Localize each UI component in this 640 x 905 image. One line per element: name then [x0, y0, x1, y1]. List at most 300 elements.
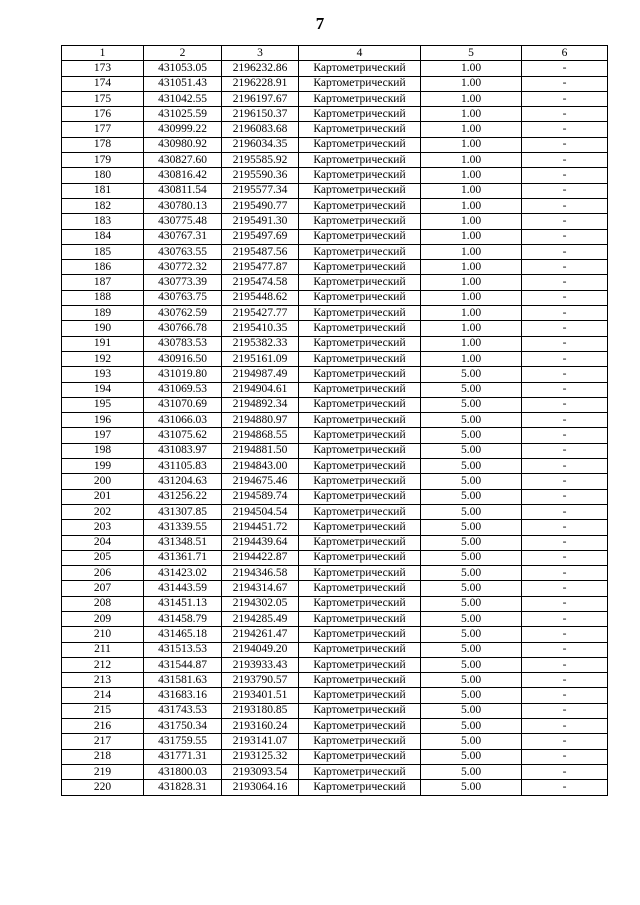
cell-accuracy: 5.00: [421, 428, 522, 443]
cell-point-number: 195: [62, 397, 144, 412]
cell-note: -: [522, 596, 608, 611]
table-row: [62, 504, 608, 519]
cell-coordinate-x: 431105.83: [144, 459, 222, 474]
cell-coordinate-x: 431743.53: [144, 703, 222, 718]
cell-note: -: [522, 413, 608, 428]
cell-note: -: [522, 428, 608, 443]
cell-coordinate-y: 2195410.35: [222, 321, 299, 336]
table-row: [62, 489, 608, 504]
cell-coordinate-x: 430766.78: [144, 321, 222, 336]
cell-note: -: [522, 459, 608, 474]
cell-coordinate-x: 430762.59: [144, 306, 222, 321]
table-row: [62, 168, 608, 183]
cell-point-number: 174: [62, 76, 144, 91]
cell-method: Картометрический: [299, 596, 421, 611]
cell-accuracy: 5.00: [421, 642, 522, 657]
cell-note: -: [522, 137, 608, 152]
cell-note: -: [522, 550, 608, 565]
cell-point-number: 175: [62, 91, 144, 106]
cell-point-number: 218: [62, 749, 144, 764]
cell-coordinate-x: 430772.32: [144, 260, 222, 275]
cell-coordinate-y: 2195474.58: [222, 275, 299, 290]
cell-point-number: 212: [62, 657, 144, 672]
cell-coordinate-y: 2196197.67: [222, 91, 299, 106]
cell-method: Картометрический: [299, 91, 421, 106]
cell-accuracy: 5.00: [421, 474, 522, 489]
cell-accuracy: 5.00: [421, 581, 522, 596]
cell-note: -: [522, 367, 608, 382]
cell-coordinate-x: 430980.92: [144, 137, 222, 152]
cell-coordinate-y: 2195490.77: [222, 198, 299, 213]
table-row: [62, 107, 608, 122]
cell-method: Картометрический: [299, 321, 421, 336]
cell-accuracy: 5.00: [421, 550, 522, 565]
cell-accuracy: 1.00: [421, 275, 522, 290]
cell-point-number: 203: [62, 520, 144, 535]
table-row: [62, 183, 608, 198]
cell-coordinate-y: 2194346.58: [222, 566, 299, 581]
cell-method: Картометрический: [299, 214, 421, 229]
cell-point-number: 220: [62, 780, 144, 795]
cell-coordinate-y: 2193401.51: [222, 688, 299, 703]
cell-point-number: 181: [62, 183, 144, 198]
cell-coordinate-y: 2194843.00: [222, 459, 299, 474]
cell-point-number: 205: [62, 550, 144, 565]
cell-accuracy: 5.00: [421, 657, 522, 672]
cell-coordinate-y: 2194049.20: [222, 642, 299, 657]
cell-point-number: 182: [62, 198, 144, 213]
cell-point-number: 214: [62, 688, 144, 703]
cell-coordinate-x: 430827.60: [144, 153, 222, 168]
cell-coordinate-y: 2194880.97: [222, 413, 299, 428]
cell-coordinate-y: 2195161.09: [222, 351, 299, 366]
cell-accuracy: 5.00: [421, 749, 522, 764]
cell-accuracy: 5.00: [421, 489, 522, 504]
cell-coordinate-y: 2196034.35: [222, 137, 299, 152]
cell-note: -: [522, 734, 608, 749]
cell-method: Картометрический: [299, 244, 421, 259]
cell-coordinate-y: 2194987.49: [222, 367, 299, 382]
table-row: [62, 122, 608, 137]
cell-note: -: [522, 336, 608, 351]
cell-point-number: 186: [62, 260, 144, 275]
cell-note: -: [522, 719, 608, 734]
cell-coordinate-y: 2193093.54: [222, 764, 299, 779]
cell-coordinate-x: 431513.53: [144, 642, 222, 657]
cell-accuracy: 5.00: [421, 673, 522, 688]
column-header: 4: [299, 46, 421, 61]
table-row: [62, 198, 608, 213]
cell-point-number: 193: [62, 367, 144, 382]
table-row: [62, 137, 608, 152]
cell-note: -: [522, 321, 608, 336]
cell-accuracy: 5.00: [421, 688, 522, 703]
cell-note: -: [522, 642, 608, 657]
cell-coordinate-y: 2194314.67: [222, 581, 299, 596]
cell-point-number: 209: [62, 611, 144, 626]
cell-accuracy: 1.00: [421, 153, 522, 168]
table-row: [62, 290, 608, 305]
cell-coordinate-y: 2196232.86: [222, 61, 299, 76]
cell-method: Картометрический: [299, 550, 421, 565]
cell-coordinate-y: 2194439.64: [222, 535, 299, 550]
cell-point-number: 211: [62, 642, 144, 657]
cell-accuracy: 1.00: [421, 76, 522, 91]
table-row: [62, 260, 608, 275]
cell-method: Картометрический: [299, 780, 421, 795]
cell-note: -: [522, 566, 608, 581]
cell-method: Картометрический: [299, 61, 421, 76]
cell-method: Картометрический: [299, 367, 421, 382]
cell-coordinate-x: 431544.87: [144, 657, 222, 672]
table-row: [62, 611, 608, 626]
cell-coordinate-y: 2195448.62: [222, 290, 299, 305]
cell-note: -: [522, 764, 608, 779]
cell-note: -: [522, 535, 608, 550]
cell-accuracy: 1.00: [421, 198, 522, 213]
cell-method: Картометрический: [299, 459, 421, 474]
table-row: [62, 566, 608, 581]
cell-point-number: 177: [62, 122, 144, 137]
cell-coordinate-x: 431828.31: [144, 780, 222, 795]
table-row: [62, 535, 608, 550]
cell-point-number: 188: [62, 290, 144, 305]
cell-coordinate-x: 431348.51: [144, 535, 222, 550]
cell-note: -: [522, 474, 608, 489]
table-row: [62, 688, 608, 703]
cell-coordinate-x: 430763.55: [144, 244, 222, 259]
cell-method: Картометрический: [299, 198, 421, 213]
cell-note: -: [522, 673, 608, 688]
cell-coordinate-x: 431256.22: [144, 489, 222, 504]
cell-point-number: 215: [62, 703, 144, 718]
cell-coordinate-y: 2194261.47: [222, 627, 299, 642]
table-row: [62, 703, 608, 718]
cell-method: Картометрический: [299, 688, 421, 703]
cell-coordinate-y: 2194868.55: [222, 428, 299, 443]
cell-accuracy: 1.00: [421, 306, 522, 321]
coordinates-table: [61, 45, 608, 796]
table-row: [62, 581, 608, 596]
cell-coordinate-y: 2196228.91: [222, 76, 299, 91]
page-number: 7: [315, 14, 325, 33]
table-row: [62, 734, 608, 749]
cell-point-number: 217: [62, 734, 144, 749]
cell-method: Картометрический: [299, 703, 421, 718]
cell-accuracy: 5.00: [421, 459, 522, 474]
cell-accuracy: 1.00: [421, 351, 522, 366]
cell-accuracy: 1.00: [421, 290, 522, 305]
cell-accuracy: 1.00: [421, 260, 522, 275]
cell-method: Картометрический: [299, 306, 421, 321]
cell-note: -: [522, 611, 608, 626]
cell-accuracy: 5.00: [421, 413, 522, 428]
cell-method: Картометрический: [299, 229, 421, 244]
cell-accuracy: 1.00: [421, 244, 522, 259]
cell-method: Картометрический: [299, 428, 421, 443]
cell-coordinate-x: 431759.55: [144, 734, 222, 749]
cell-coordinate-x: 431307.85: [144, 504, 222, 519]
cell-coordinate-y: 2195590.36: [222, 168, 299, 183]
cell-coordinate-x: 431458.79: [144, 611, 222, 626]
column-header: 6: [522, 46, 608, 61]
cell-coordinate-y: 2195585.92: [222, 153, 299, 168]
cell-coordinate-y: 2194589.74: [222, 489, 299, 504]
cell-coordinate-x: 430767.31: [144, 229, 222, 244]
cell-point-number: 216: [62, 719, 144, 734]
cell-coordinate-x: 430916.50: [144, 351, 222, 366]
cell-coordinate-y: 2196083.68: [222, 122, 299, 137]
table-row: [62, 336, 608, 351]
cell-coordinate-y: 2193141.07: [222, 734, 299, 749]
cell-note: -: [522, 91, 608, 106]
cell-coordinate-x: 431339.55: [144, 520, 222, 535]
cell-accuracy: 1.00: [421, 122, 522, 137]
cell-coordinate-x: 431361.71: [144, 550, 222, 565]
cell-coordinate-y: 2194892.34: [222, 397, 299, 412]
table-row: [62, 474, 608, 489]
column-header: 2: [144, 46, 222, 61]
cell-point-number: 204: [62, 535, 144, 550]
column-header: 3: [222, 46, 299, 61]
table-row: [62, 229, 608, 244]
cell-point-number: 189: [62, 306, 144, 321]
cell-coordinate-x: 430811.54: [144, 183, 222, 198]
cell-accuracy: 1.00: [421, 61, 522, 76]
cell-note: -: [522, 443, 608, 458]
cell-method: Картометрический: [299, 260, 421, 275]
column-header: 1: [62, 46, 144, 61]
cell-coordinate-x: 431069.53: [144, 382, 222, 397]
cell-accuracy: 5.00: [421, 367, 522, 382]
cell-coordinate-y: 2195497.69: [222, 229, 299, 244]
table-body: [62, 61, 608, 795]
cell-point-number: 202: [62, 504, 144, 519]
cell-method: Картометрический: [299, 489, 421, 504]
cell-accuracy: 5.00: [421, 520, 522, 535]
cell-coordinate-x: 431443.59: [144, 581, 222, 596]
cell-point-number: 180: [62, 168, 144, 183]
cell-note: -: [522, 306, 608, 321]
cell-note: -: [522, 244, 608, 259]
table-row: [62, 764, 608, 779]
cell-note: -: [522, 520, 608, 535]
cell-coordinate-y: 2193125.32: [222, 749, 299, 764]
table-row: [62, 550, 608, 565]
cell-coordinate-x: 431465.18: [144, 627, 222, 642]
cell-method: Картометрический: [299, 397, 421, 412]
cell-method: Картометрический: [299, 627, 421, 642]
cell-method: Картометрический: [299, 137, 421, 152]
cell-coordinate-x: 430775.48: [144, 214, 222, 229]
table-row: [62, 214, 608, 229]
cell-coordinate-x: 430783.53: [144, 336, 222, 351]
cell-note: -: [522, 627, 608, 642]
cell-accuracy: 1.00: [421, 321, 522, 336]
cell-coordinate-y: 2195491.30: [222, 214, 299, 229]
cell-point-number: 207: [62, 581, 144, 596]
cell-coordinate-y: 2193064.16: [222, 780, 299, 795]
table-row: [62, 780, 608, 795]
cell-method: Картометрический: [299, 168, 421, 183]
cell-method: Картометрический: [299, 275, 421, 290]
table-header-row: [62, 46, 608, 61]
cell-method: Картометрический: [299, 642, 421, 657]
table-row: [62, 428, 608, 443]
cell-note: -: [522, 107, 608, 122]
cell-accuracy: 5.00: [421, 566, 522, 581]
cell-coordinate-x: 431025.59: [144, 107, 222, 122]
cell-method: Картометрический: [299, 107, 421, 122]
cell-point-number: 183: [62, 214, 144, 229]
cell-method: Картометрический: [299, 535, 421, 550]
cell-accuracy: 5.00: [421, 734, 522, 749]
cell-method: Картометрический: [299, 76, 421, 91]
cell-coordinate-x: 431083.97: [144, 443, 222, 458]
cell-coordinate-x: 431750.34: [144, 719, 222, 734]
table-row: [62, 306, 608, 321]
cell-accuracy: 5.00: [421, 382, 522, 397]
cell-point-number: 196: [62, 413, 144, 428]
cell-note: -: [522, 168, 608, 183]
cell-coordinate-x: 431204.63: [144, 474, 222, 489]
cell-method: Картометрический: [299, 413, 421, 428]
cell-coordinate-y: 2195427.77: [222, 306, 299, 321]
cell-accuracy: 5.00: [421, 535, 522, 550]
cell-point-number: 200: [62, 474, 144, 489]
cell-method: Картометрический: [299, 673, 421, 688]
cell-coordinate-x: 431800.03: [144, 764, 222, 779]
cell-coordinate-y: 2195477.87: [222, 260, 299, 275]
cell-accuracy: 5.00: [421, 611, 522, 626]
cell-method: Картометрический: [299, 734, 421, 749]
column-header: 5: [421, 46, 522, 61]
cell-note: -: [522, 397, 608, 412]
cell-point-number: 184: [62, 229, 144, 244]
cell-coordinate-x: 430780.13: [144, 198, 222, 213]
table-row: [62, 61, 608, 76]
cell-coordinate-x: 431451.13: [144, 596, 222, 611]
cell-point-number: 178: [62, 137, 144, 152]
table-row: [62, 153, 608, 168]
cell-point-number: 197: [62, 428, 144, 443]
cell-point-number: 199: [62, 459, 144, 474]
cell-coordinate-y: 2193790.57: [222, 673, 299, 688]
cell-note: -: [522, 214, 608, 229]
cell-note: -: [522, 780, 608, 795]
cell-coordinate-y: 2194881.50: [222, 443, 299, 458]
cell-point-number: 191: [62, 336, 144, 351]
table-row: [62, 443, 608, 458]
cell-note: -: [522, 122, 608, 137]
cell-method: Картометрический: [299, 764, 421, 779]
table-row: [62, 351, 608, 366]
cell-point-number: 179: [62, 153, 144, 168]
table-row: [62, 413, 608, 428]
cell-method: Картометрический: [299, 611, 421, 626]
cell-note: -: [522, 153, 608, 168]
cell-method: Картометрический: [299, 290, 421, 305]
table-row: [62, 382, 608, 397]
cell-coordinate-x: 431070.69: [144, 397, 222, 412]
table-row: [62, 520, 608, 535]
cell-accuracy: 1.00: [421, 137, 522, 152]
cell-coordinate-x: 431075.62: [144, 428, 222, 443]
cell-accuracy: 5.00: [421, 703, 522, 718]
cell-method: Картометрический: [299, 382, 421, 397]
table-row: [62, 596, 608, 611]
cell-note: -: [522, 351, 608, 366]
cell-coordinate-y: 2194675.46: [222, 474, 299, 489]
cell-accuracy: 5.00: [421, 780, 522, 795]
cell-coordinate-y: 2194451.72: [222, 520, 299, 535]
cell-coordinate-y: 2193933.43: [222, 657, 299, 672]
cell-method: Картометрический: [299, 520, 421, 535]
cell-coordinate-x: 431019.80: [144, 367, 222, 382]
cell-method: Картометрический: [299, 153, 421, 168]
table-row: [62, 91, 608, 106]
cell-note: -: [522, 61, 608, 76]
cell-method: Картометрический: [299, 719, 421, 734]
table-row: [62, 657, 608, 672]
cell-method: Картометрический: [299, 351, 421, 366]
table-row: [62, 642, 608, 657]
cell-coordinate-x: 430999.22: [144, 122, 222, 137]
cell-method: Картометрический: [299, 749, 421, 764]
cell-note: -: [522, 688, 608, 703]
cell-accuracy: 5.00: [421, 504, 522, 519]
table-row: [62, 244, 608, 259]
cell-coordinate-y: 2195382.33: [222, 336, 299, 351]
cell-note: -: [522, 275, 608, 290]
table-row: [62, 367, 608, 382]
cell-accuracy: 5.00: [421, 764, 522, 779]
cell-point-number: 194: [62, 382, 144, 397]
table-row: [62, 397, 608, 412]
cell-method: Картометрический: [299, 474, 421, 489]
cell-point-number: 213: [62, 673, 144, 688]
cell-note: -: [522, 504, 608, 519]
cell-note: -: [522, 183, 608, 198]
cell-note: -: [522, 382, 608, 397]
cell-note: -: [522, 581, 608, 596]
table-row: [62, 673, 608, 688]
cell-method: Картометрический: [299, 122, 421, 137]
table-row: [62, 627, 608, 642]
cell-point-number: 173: [62, 61, 144, 76]
cell-method: Картометрический: [299, 183, 421, 198]
cell-point-number: 206: [62, 566, 144, 581]
cell-method: Картометрический: [299, 566, 421, 581]
cell-note: -: [522, 290, 608, 305]
table-row: [62, 275, 608, 290]
cell-coordinate-x: 431581.63: [144, 673, 222, 688]
cell-point-number: 201: [62, 489, 144, 504]
cell-accuracy: 1.00: [421, 336, 522, 351]
cell-accuracy: 1.00: [421, 168, 522, 183]
cell-coordinate-x: 430816.42: [144, 168, 222, 183]
cell-note: -: [522, 76, 608, 91]
cell-coordinate-y: 2194422.87: [222, 550, 299, 565]
cell-accuracy: 5.00: [421, 627, 522, 642]
table-row: [62, 459, 608, 474]
cell-accuracy: 1.00: [421, 91, 522, 106]
cell-method: Картометрический: [299, 581, 421, 596]
cell-point-number: 208: [62, 596, 144, 611]
cell-point-number: 190: [62, 321, 144, 336]
cell-method: Картометрический: [299, 504, 421, 519]
cell-point-number: 198: [62, 443, 144, 458]
